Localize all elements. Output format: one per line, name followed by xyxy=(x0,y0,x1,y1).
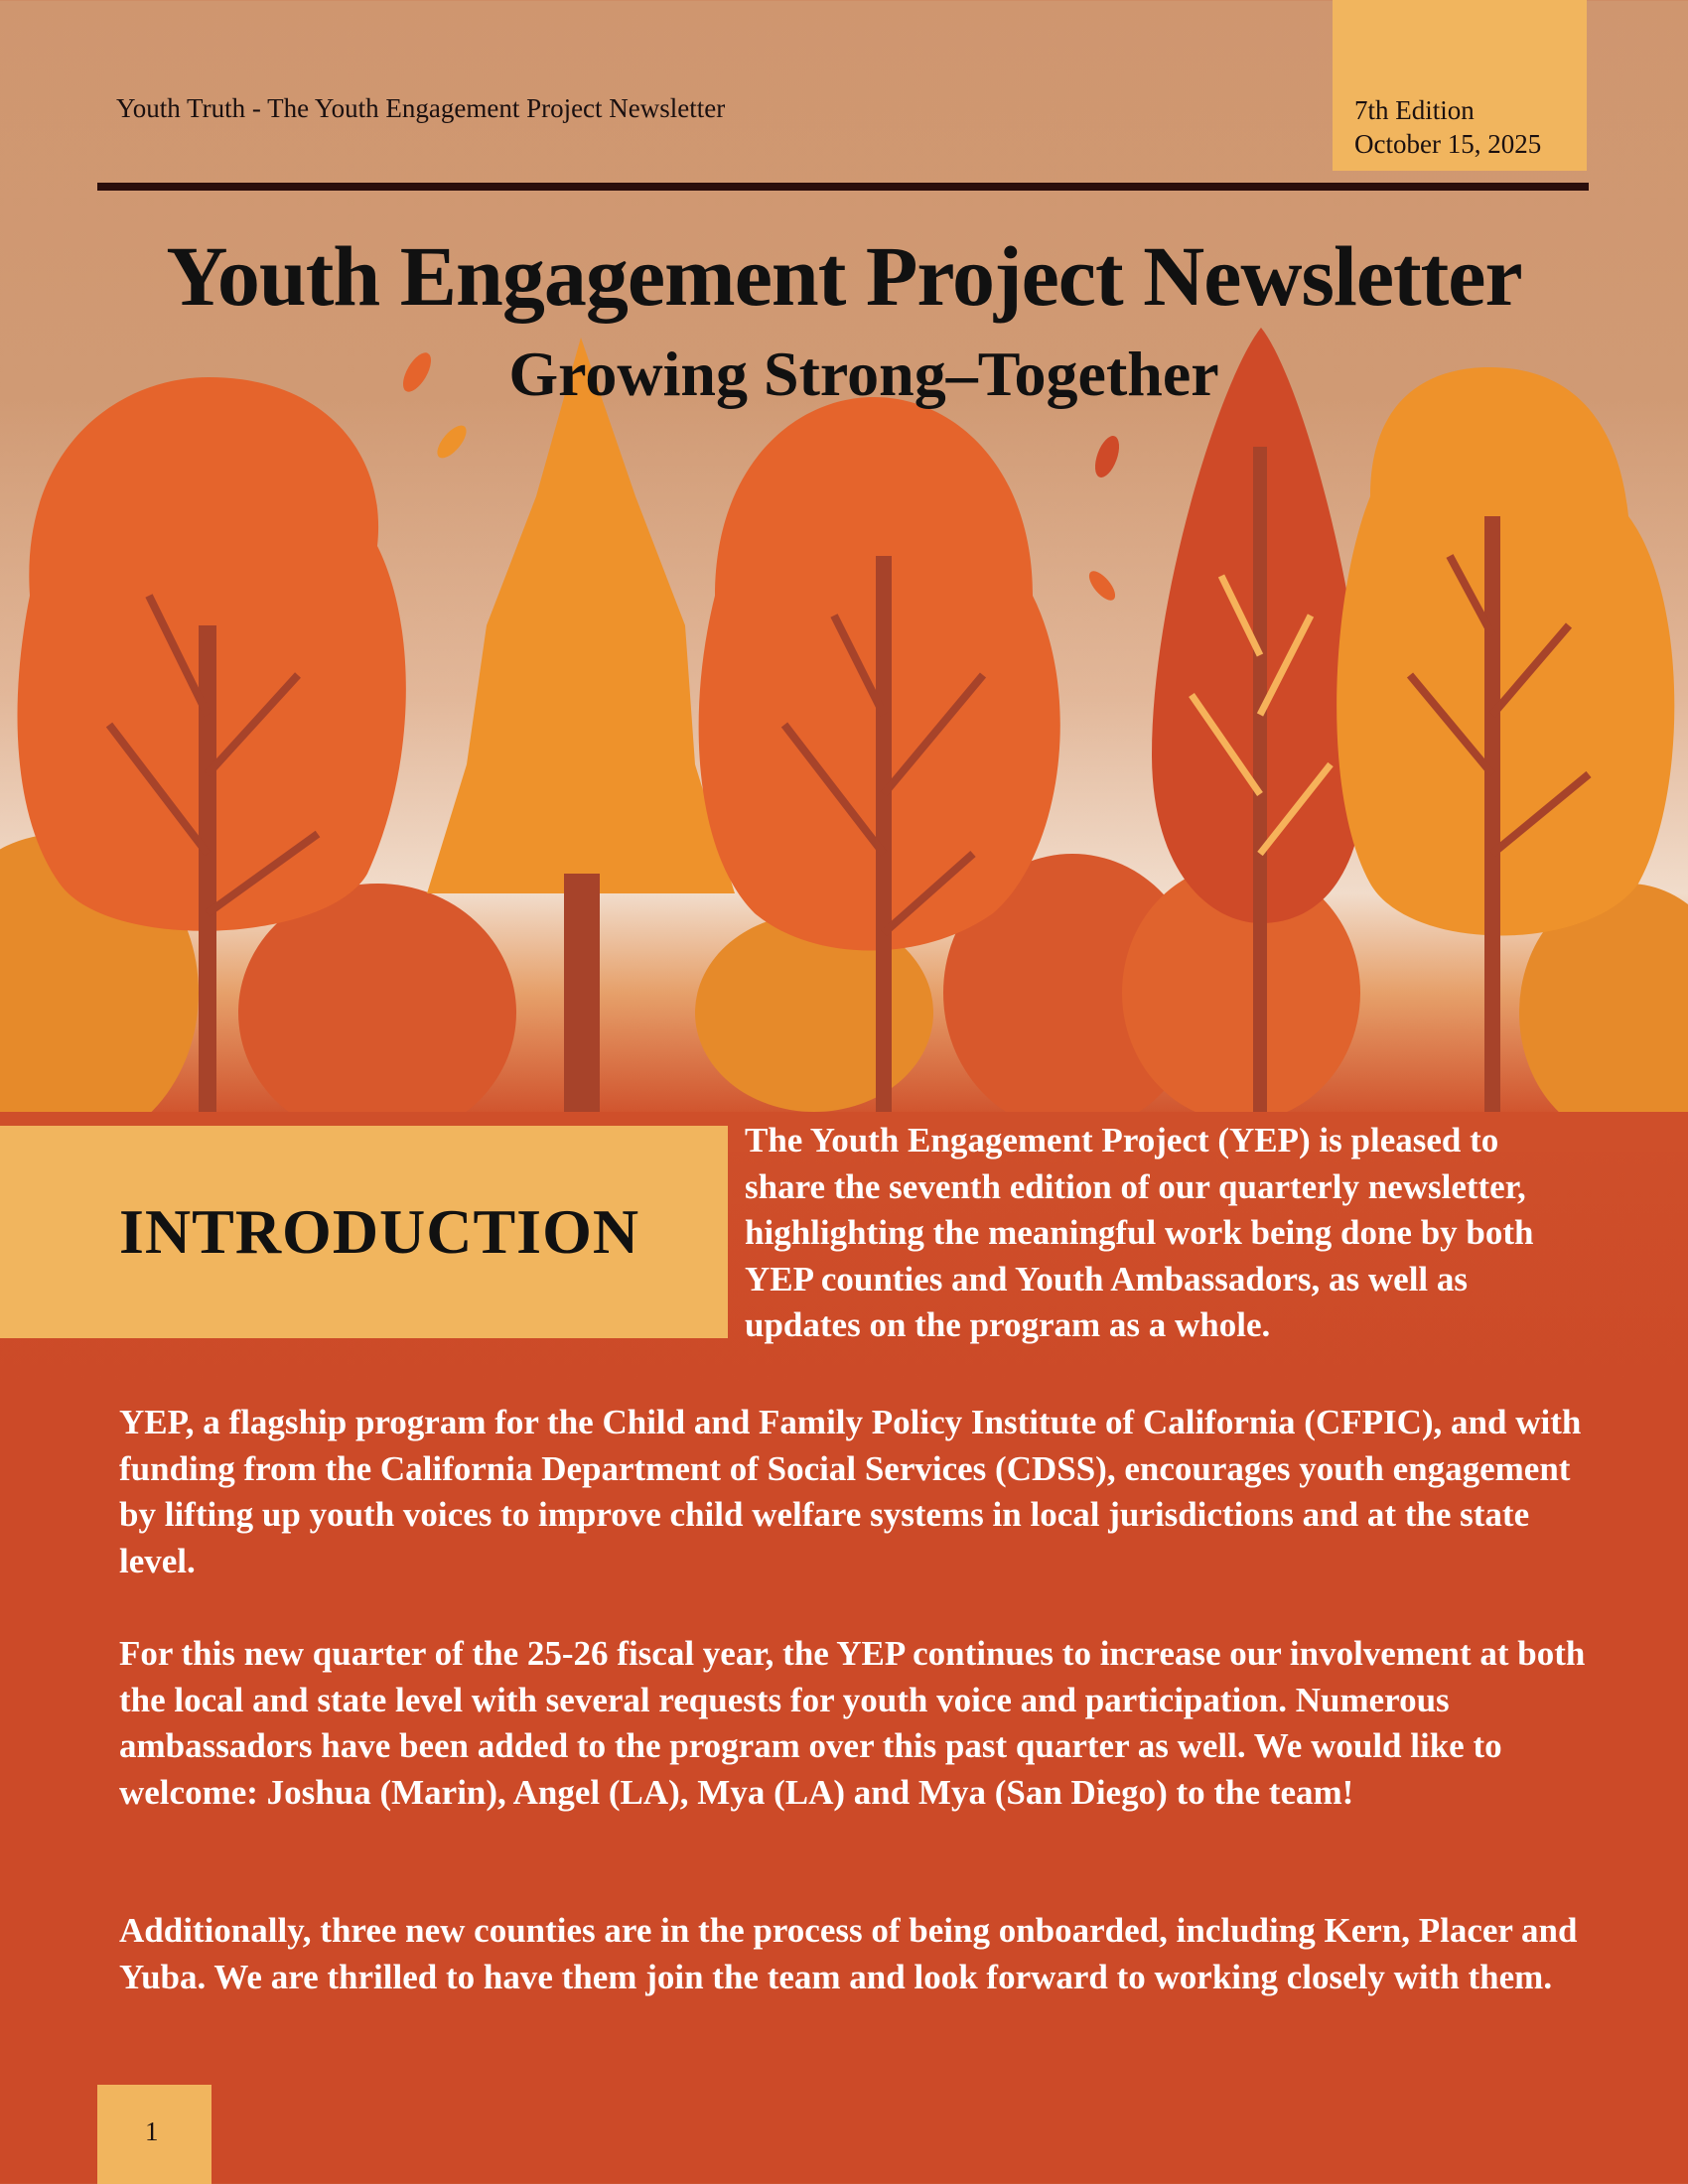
intro-lead-paragraph: The Youth Engagement Project (YEP) is pleased to share the seventh edition of our quarterly newsletter, highlighting the meaningful work being done by both YEP counties and Youth Ambassadors, as well as updates on the program as a whole. xyxy=(745,1121,1534,1344)
edition-box xyxy=(1333,0,1587,171)
body-paragraph: YEP, a flagship program for the Child and Family Policy Institute of California (CFPIC), and with funding from the California Department of Social Services (CDSS), encourages youth engagement by lifting up youth voices to improve child welfare systems in local jurisdictions and at the state level. xyxy=(119,1403,1582,1580)
section-heading-box xyxy=(0,1126,728,1338)
newsletter-title: Youth Engagement Project Newsletter xyxy=(166,228,1522,324)
running-header: Youth Truth - The Youth Engagement Project Newsletter xyxy=(116,93,726,123)
body-paragraph: Additionally, three new counties are in the process of being onboarded, including Kern, Placer and Yuba. We are thrilled to have them join the team and look forward to working closely with them. xyxy=(119,1911,1578,1996)
newsletter-subtitle: Growing Strong–Together xyxy=(508,339,1219,409)
issue-date: October 15, 2025 xyxy=(1354,129,1542,159)
edition-label: 7th Edition xyxy=(1354,95,1475,125)
section-heading: INTRODUCTION xyxy=(119,1196,640,1267)
body-paragraph: For this new quarter of the 25-26 fiscal year, the YEP continues to increase our involvement at both the local and state level with several requests for youth voice and participation. Numerous ambassadors have been added to the program over this past quarter as well. We would like to welcome: Joshua (Marin), Angel (LA), Mya (LA) and Mya (San Diego) to the team! xyxy=(119,1634,1586,1812)
page-number-box xyxy=(97,2085,211,2184)
header-rule xyxy=(97,183,1589,191)
page-number: 1 xyxy=(145,2116,159,2146)
autumn-trees-illustration xyxy=(0,298,1688,1152)
